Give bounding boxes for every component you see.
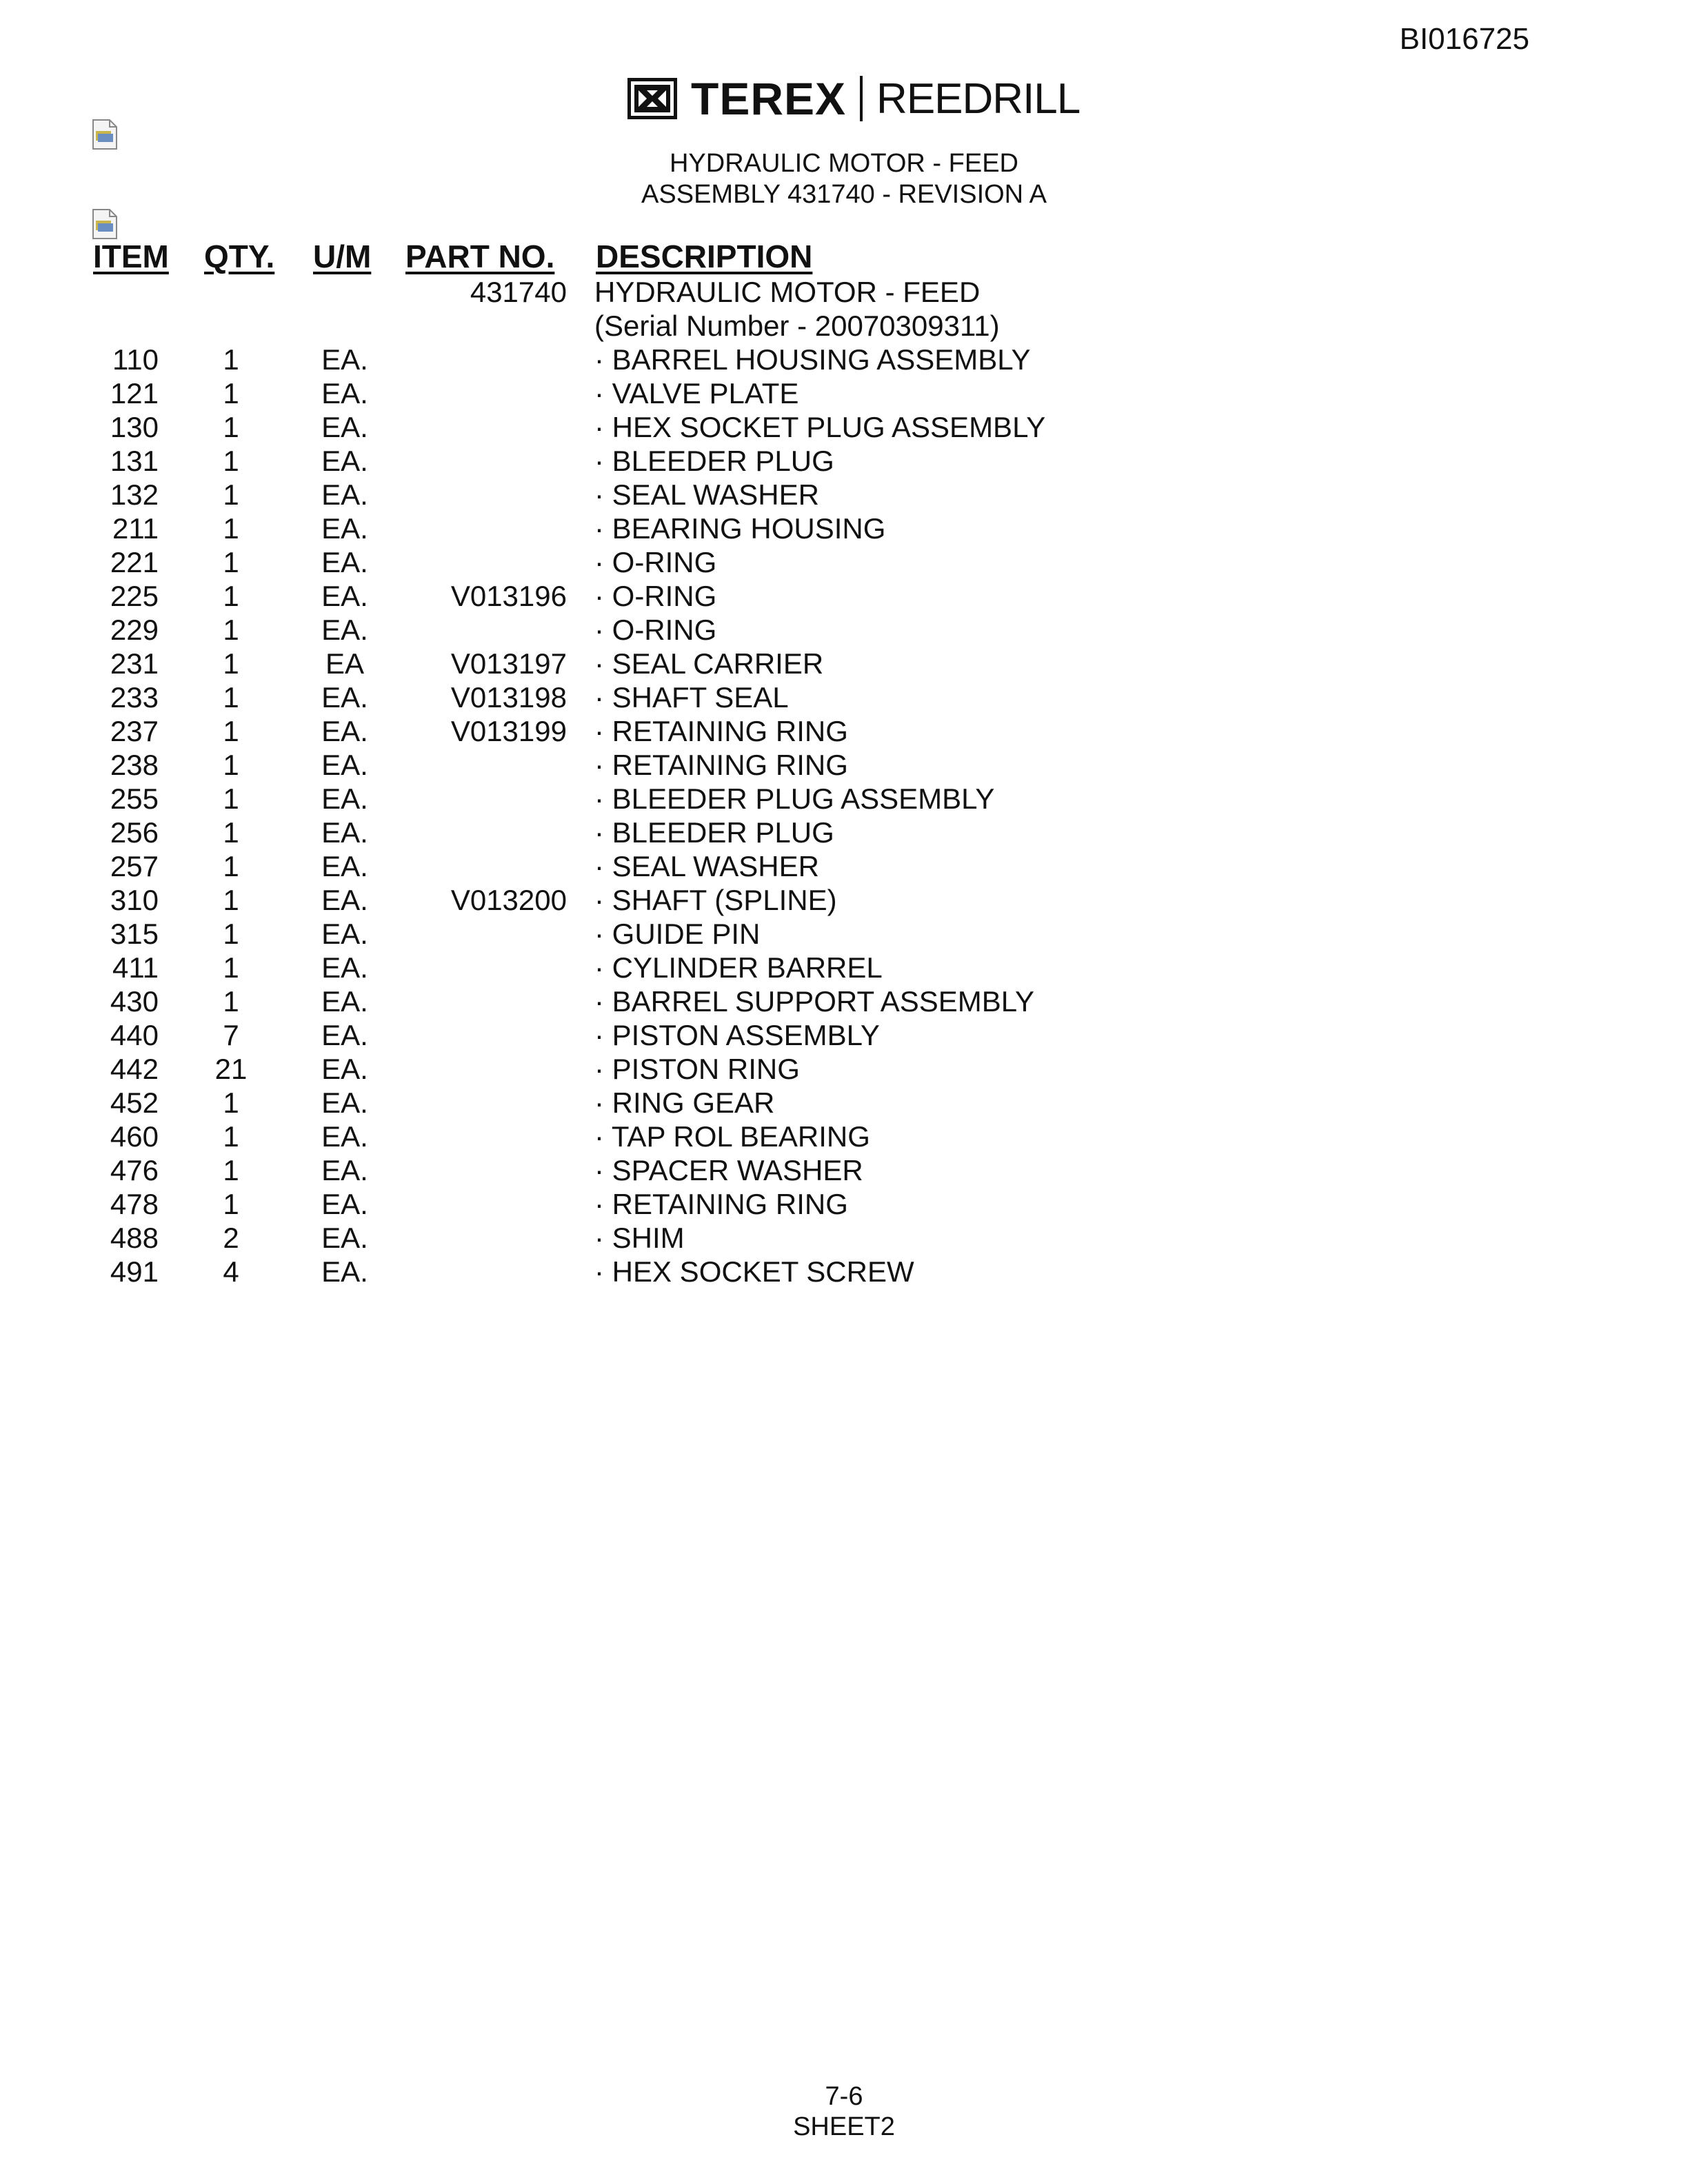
item-number: 488 xyxy=(110,1222,159,1254)
table-row xyxy=(0,579,1688,613)
logo-divider xyxy=(860,76,863,121)
logo-brand: TEREX xyxy=(691,73,847,124)
table-row xyxy=(0,1120,1688,1153)
unit-of-measure: EA. xyxy=(321,614,368,646)
unit-of-measure: EA. xyxy=(321,749,368,781)
unit-of-measure: EA. xyxy=(321,1019,368,1051)
description: · SHAFT (SPLINE) xyxy=(594,884,837,916)
description: · BEARING HOUSING xyxy=(594,512,886,545)
quantity: 1 xyxy=(223,1086,239,1119)
description: · PISTON ASSEMBLY xyxy=(594,1019,880,1051)
description: · SHAFT SEAL xyxy=(594,681,789,714)
unit-of-measure: EA. xyxy=(321,512,368,545)
embedded-document-icon[interactable] xyxy=(92,119,118,150)
item-number: 476 xyxy=(110,1154,159,1186)
table-row xyxy=(0,647,1688,680)
header-item: ITEM xyxy=(93,239,169,274)
terex-reedrill-logo xyxy=(627,74,1080,123)
description: · O-RING xyxy=(594,580,717,612)
description: · O-RING xyxy=(594,614,717,646)
quantity: 1 xyxy=(223,1154,239,1186)
unit-of-measure: EA. xyxy=(321,715,368,747)
description: · GUIDE PIN xyxy=(594,918,761,950)
unit-of-measure: EA. xyxy=(321,681,368,714)
unit-of-measure: EA. xyxy=(321,782,368,815)
unit-of-measure: EA. xyxy=(321,546,368,578)
description: · RETAINING RING xyxy=(594,749,848,781)
page-number: 7-6 xyxy=(825,2082,863,2111)
unit-of-measure: EA. xyxy=(321,1222,368,1254)
description: · CYLINDER BARREL xyxy=(594,951,883,984)
table-row xyxy=(0,343,1688,376)
quantity: 1 xyxy=(223,918,239,950)
item-number: 255 xyxy=(110,782,159,815)
quantity: 1 xyxy=(223,647,239,680)
table-row xyxy=(0,1052,1688,1086)
item-number: 237 xyxy=(110,715,159,747)
item-number: 440 xyxy=(110,1019,159,1051)
table-row xyxy=(0,512,1688,545)
unit-of-measure: EA. xyxy=(321,343,368,376)
description: · BARREL SUPPORT ASSEMBLY xyxy=(594,985,1034,1018)
description: · SPACER WASHER xyxy=(594,1154,863,1186)
table-row xyxy=(0,1086,1688,1120)
table-row xyxy=(0,545,1688,579)
assembly-part-no: 431740 xyxy=(470,276,567,308)
unit-of-measure: EA. xyxy=(321,377,368,410)
quantity: 1 xyxy=(223,749,239,781)
description: · RETAINING RING xyxy=(594,715,848,747)
table-row xyxy=(0,376,1688,410)
unit-of-measure: EA. xyxy=(321,918,368,950)
quantity: 1 xyxy=(223,985,239,1018)
item-number: 233 xyxy=(110,681,159,714)
description: · BARREL HOUSING ASSEMBLY xyxy=(594,343,1031,376)
description: · SEAL WASHER xyxy=(594,850,819,882)
quantity: 1 xyxy=(223,343,239,376)
quantity: 1 xyxy=(223,580,239,612)
quantity: 1 xyxy=(223,546,239,578)
table-row xyxy=(0,613,1688,647)
quantity: 4 xyxy=(223,1255,239,1288)
description: · RETAINING RING xyxy=(594,1188,848,1220)
unit-of-measure: EA. xyxy=(321,884,368,916)
unit-of-measure: EA. xyxy=(321,1086,368,1119)
table-row xyxy=(0,883,1688,917)
description: · SEAL CARRIER xyxy=(594,647,824,680)
quantity: 1 xyxy=(223,816,239,849)
item-number: 310 xyxy=(110,884,159,916)
table-row xyxy=(0,1187,1688,1221)
unit-of-measure: EA. xyxy=(321,1255,368,1288)
item-number: 442 xyxy=(110,1053,159,1085)
table-row xyxy=(0,748,1688,782)
item-number: 452 xyxy=(110,1086,159,1119)
item-number: 238 xyxy=(110,749,159,781)
description: · VALVE PLATE xyxy=(594,377,799,410)
description: · HEX SOCKET SCREW xyxy=(594,1255,914,1288)
terex-emblem-icon xyxy=(627,78,677,119)
unit-of-measure: EA. xyxy=(321,478,368,511)
part-number: V013196 xyxy=(450,580,567,612)
quantity: 1 xyxy=(223,1188,239,1220)
unit-of-measure: EA. xyxy=(321,951,368,984)
table-row xyxy=(0,680,1688,714)
item-number: 211 xyxy=(112,512,159,545)
unit-of-measure: EA. xyxy=(321,1120,368,1153)
quantity: 2 xyxy=(223,1222,239,1254)
description: · BLEEDER PLUG xyxy=(594,445,834,477)
item-number: 478 xyxy=(110,1188,159,1220)
table-row xyxy=(0,1018,1688,1052)
table-row xyxy=(0,410,1688,444)
unit-of-measure: EA xyxy=(325,647,365,680)
unit-of-measure: EA. xyxy=(321,445,368,477)
unit-of-measure: EA. xyxy=(321,580,368,612)
table-row xyxy=(0,816,1688,849)
table-row xyxy=(0,714,1688,748)
quantity: 1 xyxy=(223,614,239,646)
table-row xyxy=(0,478,1688,512)
header-part-no: PART NO. xyxy=(405,239,555,274)
description: · PISTON RING xyxy=(594,1053,800,1085)
description: · HEX SOCKET PLUG ASSEMBLY xyxy=(594,411,1046,443)
item-number: 231 xyxy=(110,647,159,680)
table-row xyxy=(0,1153,1688,1187)
embedded-document-icon[interactable] xyxy=(92,208,118,240)
part-number: V013197 xyxy=(450,647,567,680)
unit-of-measure: EA. xyxy=(321,850,368,882)
assembly-row xyxy=(0,275,1688,309)
description: · RING GEAR xyxy=(594,1086,775,1119)
quantity: 1 xyxy=(223,782,239,815)
quantity: 1 xyxy=(223,681,239,714)
header-qty: QTY. xyxy=(204,239,275,274)
table-row xyxy=(0,444,1688,478)
table-row xyxy=(0,1221,1688,1255)
item-number: 460 xyxy=(110,1120,159,1153)
item-number: 130 xyxy=(110,411,159,443)
item-number: 411 xyxy=(112,951,159,984)
description: · O-RING xyxy=(594,546,717,578)
description: · TAP ROL BEARING xyxy=(594,1120,870,1153)
description: · BLEEDER PLUG xyxy=(594,816,834,849)
document-id: BI016725 xyxy=(1399,22,1529,56)
item-number: 110 xyxy=(112,343,159,376)
unit-of-measure: EA. xyxy=(321,1188,368,1220)
table-row xyxy=(0,917,1688,951)
table-row xyxy=(0,1255,1688,1288)
item-number: 256 xyxy=(110,816,159,849)
item-number: 225 xyxy=(110,580,159,612)
sheet-label: SHEET2 xyxy=(793,2112,895,2141)
quantity: 1 xyxy=(223,377,239,410)
item-number: 430 xyxy=(110,985,159,1018)
quantity: 1 xyxy=(223,884,239,916)
quantity: 1 xyxy=(223,478,239,511)
quantity: 1 xyxy=(223,445,239,477)
unit-of-measure: EA. xyxy=(321,1154,368,1186)
assembly-description: HYDRAULIC MOTOR - FEED xyxy=(594,276,981,308)
item-number: 132 xyxy=(110,478,159,511)
header-description: DESCRIPTION xyxy=(596,239,813,274)
item-number: 315 xyxy=(110,918,159,950)
part-number: V013198 xyxy=(450,681,567,714)
quantity: 1 xyxy=(223,512,239,545)
header-um: U/M xyxy=(313,239,372,274)
logo-subbrand: REEDRILL xyxy=(876,74,1081,123)
unit-of-measure: EA. xyxy=(321,411,368,443)
description: · SHIM xyxy=(594,1222,685,1254)
table-row xyxy=(0,951,1688,984)
quantity: 1 xyxy=(223,951,239,984)
item-number: 121 xyxy=(110,377,159,410)
part-number: V013200 xyxy=(450,884,567,916)
table-row xyxy=(0,984,1688,1018)
quantity: 21 xyxy=(214,1053,248,1085)
assembly-serial: (Serial Number - 20070309311) xyxy=(594,310,1000,342)
part-number: V013199 xyxy=(450,715,567,747)
quantity: 1 xyxy=(223,850,239,882)
unit-of-measure: EA. xyxy=(321,1053,368,1085)
table-row xyxy=(0,849,1688,883)
quantity: 7 xyxy=(223,1019,239,1051)
quantity: 1 xyxy=(223,1120,239,1153)
assembly-serial-row xyxy=(0,309,1688,343)
document-title: HYDRAULIC MOTOR - FEED xyxy=(669,149,1018,178)
item-number: 131 xyxy=(110,445,159,477)
document-subtitle: ASSEMBLY 431740 - REVISION A xyxy=(641,180,1047,209)
description: · SEAL WASHER xyxy=(594,478,819,511)
unit-of-measure: EA. xyxy=(321,816,368,849)
quantity: 1 xyxy=(223,715,239,747)
item-number: 491 xyxy=(110,1255,159,1288)
description: · BLEEDER PLUG ASSEMBLY xyxy=(594,782,995,815)
quantity: 1 xyxy=(223,411,239,443)
item-number: 229 xyxy=(110,614,159,646)
item-number: 221 xyxy=(110,546,159,578)
table-row xyxy=(0,782,1688,816)
unit-of-measure: EA. xyxy=(321,985,368,1018)
item-number: 257 xyxy=(110,850,159,882)
